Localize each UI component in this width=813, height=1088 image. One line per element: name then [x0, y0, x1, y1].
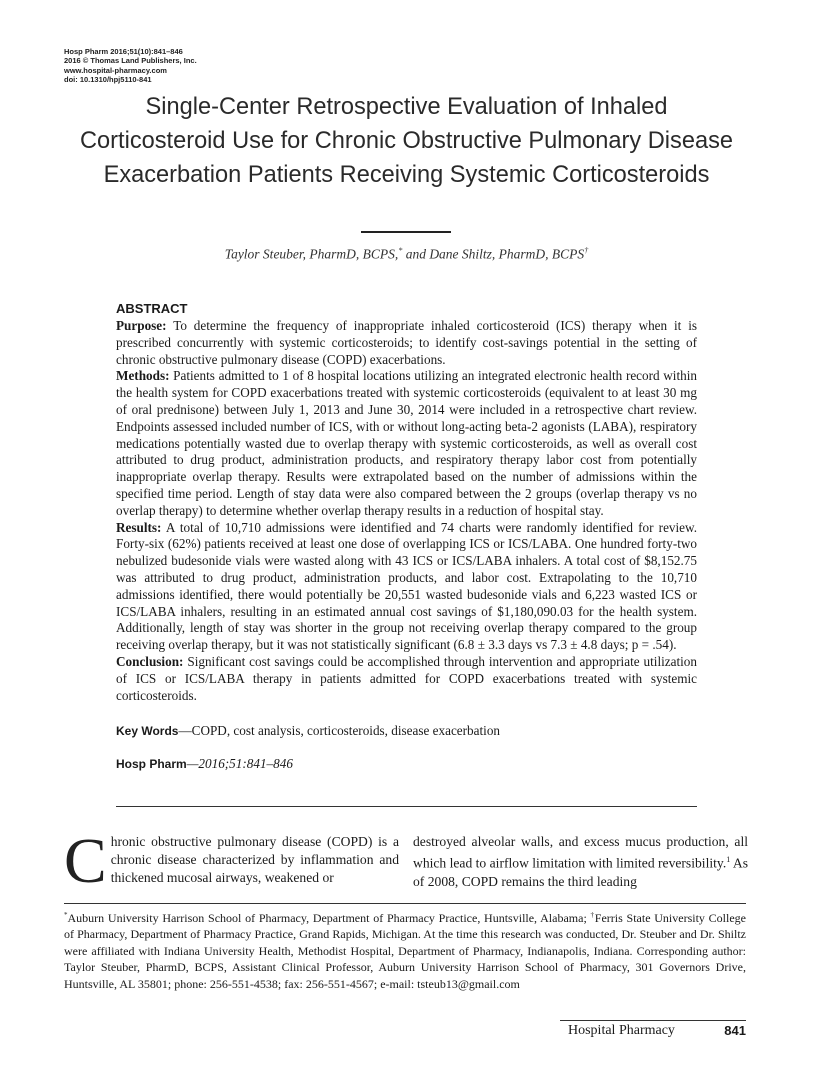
author-1: Taylor Steuber, PharmD, BCPS, — [224, 246, 399, 262]
footer-journal-name: Hospital Pharmacy — [568, 1023, 675, 1038]
purpose-label: Purpose: — [116, 318, 167, 333]
journal-citation — [116, 755, 697, 773]
footnote-text-2: Ferris State University College of Pharmacy, Department of Pharmacy Practice, Grand Rapids, Michigan. At the time this research was conducted, Dr. Steuber and Dr. Shiltz were affiliated with Indiana University Health, Methodist Hospital, Department of Pharmacy, Indianapolis, Indiana. Corresponding author: Taylor Steuber, PharmD, BCPS, Assistant Clinical Professor, Auburn University Harrison School of Pharmacy, 301 Governors Drive, Huntsville, AL 35801; phone: 256-551-4538; fax: 256-551-4567; e-mail: tsteub13@gmail.com — [64, 911, 746, 991]
footer-divider — [560, 1020, 746, 1021]
abstract-conclusion — [116, 654, 697, 704]
reference-mark: 1 — [726, 855, 731, 865]
body-text-left: hronic obstructive pulmonary disease (COPD) is a chronic disease characterized by inflammation and thickened mucosal airways, weakened or — [110, 834, 399, 886]
purpose-text: To determine the frequency of inappropriate inhaled corticosteroid (ICS) therapy when it is prescribed concurrently with systemic corticosteroids; to identify cost-savings potential in the setting of chronic obstructive pulmonary disease (COPD) exacerbations. — [116, 318, 697, 367]
body-column-left — [64, 825, 399, 896]
results-text: A total of 10,710 admissions were identified and 74 charts were randomly identified for review. Forty-six (62%) patients received at least one dose of overlapping ICS or ICS/LABA. One hundred forty-two nebulized budesonide vials were wasted along with 43 ICS or ICS/LABA inhalers. A total cost of $8,152.75 was attributed to drug product, administration products, and labor cost. Extrapolating to the 10,710 admissions identified, there would potentially be 20,551 wasted budesonide vials and 6,223 wasted ICS or ICS/LABA inhalers, resulting in an estimated annual cost savings of $1,180,090.03 for the health system. Additionally, length of stay was shorter in the group not receiving overlap therapy compared to the group receiving overlap therapy, but it was not statistically significant (6.8 ± 3.3 days vs 7.3 ± 4.8 days; p = .54). — [116, 519, 697, 653]
copyright-line: 2016 © Thomas Land Publishers, Inc. — [64, 56, 197, 66]
keywords — [116, 722, 697, 740]
article-title: Single-Center Retrospective Evaluation of Inhaled Corticosteroid Use for Chronic Obstructive Pulmonary Disease Exacerbation Patients Receiving Systemic Corticosteroids — [80, 94, 733, 188]
website-line: www.hospital-pharmacy.com — [64, 65, 167, 75]
abstract-purpose — [116, 318, 697, 368]
abstract — [116, 300, 697, 773]
drop-cap: C — [64, 825, 107, 896]
author-line — [80, 246, 733, 263]
footnote-divider — [64, 903, 746, 904]
article-metadata — [64, 47, 197, 84]
abstract-heading: ABSTRACT — [116, 301, 188, 316]
author-2-affiliation-mark: † — [584, 246, 589, 255]
conclusion-label: Conclusion: — [116, 653, 184, 669]
footnote-mark-1: * — [64, 911, 68, 919]
abstract-divider — [116, 806, 697, 807]
author-connector: and — [402, 246, 430, 262]
author-2: Dane Shiltz, PharmD, BCPS — [429, 246, 585, 262]
citation-label: Hosp Pharm — [116, 757, 187, 772]
footnote-mark-2: † — [590, 911, 595, 919]
title-divider — [361, 231, 451, 233]
page-number: 841 — [724, 1023, 746, 1038]
citation-line: Hosp Pharm 2016;51(10):841–846 — [64, 47, 183, 56]
results-label: Results: — [116, 519, 162, 535]
methods-label: Methods: — [116, 368, 170, 384]
body-text-right-a: destroyed alveolar walls, and excess mucus production, all which lead to airflow limitation with limited reversibility. — [413, 834, 748, 871]
footnote-text-1: Auburn University Harrison School of Pharmacy, Department of Pharmacy Practice, Huntsville, Alabama; — [67, 911, 591, 925]
methods-text: Patients admitted to 1 of 8 hospital locations utilizing an integrated electronic health record within the health system for COPD exacerbations treated with systemic corticosteroids (equivalent to at least 30 mg of oral prednisone) between July 1, 2013 and June 30, 2014 were included in a retrospective chart review. Endpoints assessed included number of ICS, with or without long-acting beta-2 agonists (LABA), respiratory medications potentially wasted due to overlap therapy with systemic corticosteroids, as well as overall cost attributed to drug product, administration products, and respiratory therapy labor cost from potentially inappropriate overlap therapy. Results were extrapolated based on the number of admissions within the specified time period. Length of stay data were also compared between the 2 groups (overlap therapy vs no overlap therapy) to determine whether overlap therapy results in a reduction of hospital stay. — [116, 368, 697, 518]
affiliation-footnote — [64, 907, 746, 992]
abstract-results — [116, 520, 697, 654]
keywords-text: —COPD, cost analysis, corticosteroids, disease exacerbation — [178, 723, 501, 739]
abstract-methods — [116, 368, 697, 519]
citation-text: —2016;51:841–846 — [186, 756, 293, 772]
body-text-right-b: As of 2008, COPD remains the third leading — [413, 855, 748, 889]
body-column-right — [413, 833, 748, 891]
author-1-affiliation-mark: * — [398, 246, 403, 255]
keywords-label: Key Words — [116, 724, 179, 739]
conclusion-text: Significant cost savings could be accomplished through intervention and appropriate utilization of ICS or ICS/LABA therapy in patients admitted for COPD exacerbations treated with systemic corticosteroids. — [116, 653, 697, 703]
doi-line: doi: 10.1310/hpj5110-841 — [64, 74, 152, 84]
